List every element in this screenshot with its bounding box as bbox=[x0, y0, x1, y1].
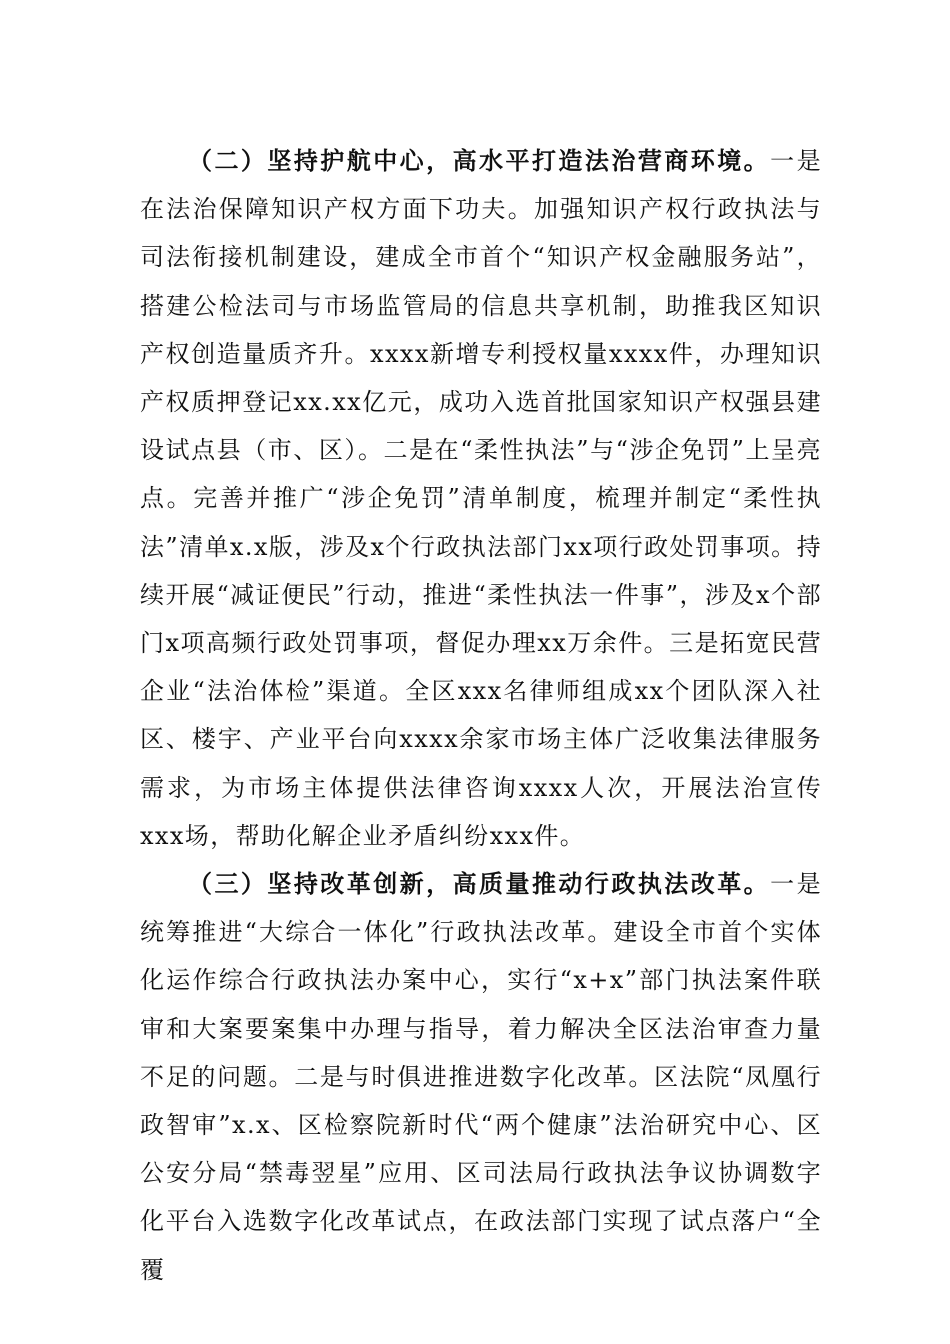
document-body bbox=[140, 137, 822, 1294]
paragraph-section-3 bbox=[140, 860, 822, 1294]
section-2-text: 一是在法治保障知识产权方面下功夫。加强知识产权行政执法与司法衔接机制建设，建成全市首个“知识产权金融服务站”，搭建公检法司与市场监管局的信息共享机制，助推我区知识产权创造量质齐升。xxxx新增专利授权量xxxx件，办理知识产权质押登记xx.xx亿元，成功入选首批国家知识产权强县建设试点县（市、区）。二是在“柔性执法”与“涉企免罚”上呈亮点。完善并推广“涉企免罚”清单制度，梳理并制定“柔性执法”清单x.x版，涉及x个行政执法部门xx项行政处罚事项。持续开展“减证便民”行动，推进“柔性执法一件事”，涉及x个部门x项高频行政处罚事项，督促办理xx万余件。三是拓宽民营企业“法治体检”渠道。全区xxx名律师组成xx个团队深入社区、楼宇、产业平台向xxxx余家市场主体广泛收集法律服务需求，为市场主体提供法律咨询xxxx人次，开展法治宣传xxx场，帮助化解企业矛盾纠纷xxx件。 bbox=[140, 147, 822, 850]
section-3-text: 一是统筹推进“大综合一体化”行政执法改革。建设全市首个实体化运作综合行政执法办案中心，实行“x+x”部门执法案件联审和大案要案集中办理与指导，着力解决全区法治审查力量不足的问题。二是与时俱进推进数字化改革。区法院“凤凰行政智审”x.x、区检察院新时代“两个健康”法治研究中心、区公安分局“禁毒翌星”应用、区司法局行政执法争议协调数字化平台入选数字化改革试点，在政法部门实现了试点落户“全覆 bbox=[140, 870, 822, 1284]
section-3-heading: （三）坚持改革创新，高质量推动行政执法改革。 bbox=[188, 869, 771, 899]
paragraph-section-2 bbox=[140, 137, 822, 860]
section-2-heading: （二）坚持护航中心，高水平打造法治营商环境。 bbox=[188, 146, 771, 175]
